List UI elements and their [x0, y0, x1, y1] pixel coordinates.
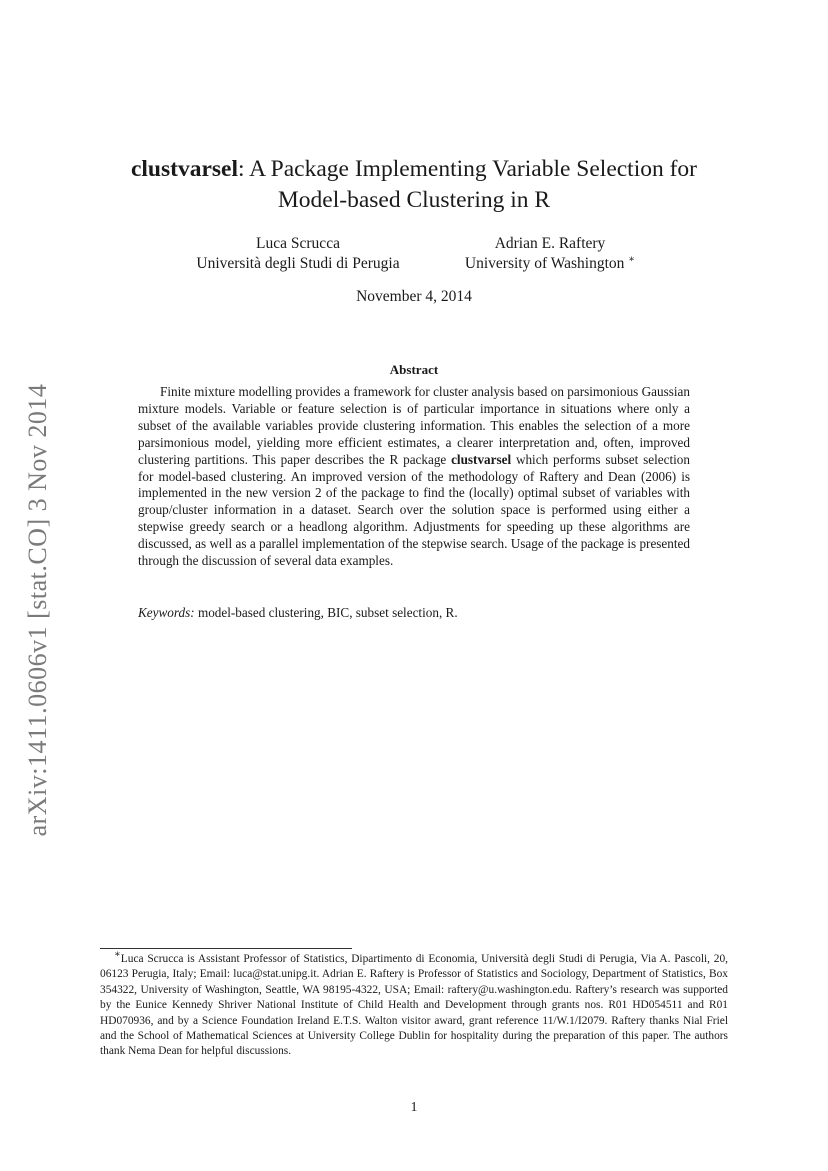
- footnote-mark: ∗: [114, 949, 121, 961]
- publication-date: November 4, 2014: [356, 288, 472, 305]
- keywords-label: Keywords:: [138, 605, 195, 620]
- arxiv-identifier: arXiv:1411.0606v1 [stat.CO] 3 Nov 2014: [23, 383, 52, 837]
- abstract-heading: Abstract: [389, 362, 439, 377]
- abstract-package-name: clustvarsel: [451, 451, 512, 467]
- title-line-2: Model-based Clustering in R: [277, 187, 551, 213]
- keywords: [138, 604, 690, 621]
- paper-title: [90, 154, 738, 216]
- abstract-text-2: which performs subset selection for model-based clustering. An improved version of the methodology of Raftery and Dean (2006) is implemented in the new version 2 of the package to find the (locally) optimal subset of variables with group/cluster information in a dataset. Search over the solution space is performed using either a stepwise greedy search or a headlong algorithm. Adjustments for speeding up these algorithms are discussed, as well as a parallel implementation of the stepwise search. Usage of the package is presented through the discussion of several data examples.: [138, 451, 690, 569]
- keywords-text: model-based clustering, BIC, subset selection, R.: [194, 605, 458, 620]
- author-affiliation: Università degli Studi di Perugia: [196, 255, 400, 272]
- footnote-marker: ∗: [628, 253, 636, 265]
- author-block-2: [430, 234, 670, 274]
- author-affiliation: University of Washington: [464, 255, 625, 272]
- page-number: 1: [410, 1100, 418, 1115]
- footnote-text: Luca Scrucca is Assistant Professor of Statistics, Dipartimento di Economia, Università degli Studi di Perugia, Via A. Pascoli, 20, 06123 Perugia, Italy; Email: luca@stat.unipg.it. Adrian E. Raftery is Professor of Statistics and Sociology, Department of Statistics, Box 354322, University of Washington, Seattle, WA 98195-4322, USA; Email: raftery@u.washington.edu. Raftery’s research was supported by the Eunice Kennedy Shriver National Institute of Child Health and Development through grants nos. R01 HD054511 and R01 HD070936, and by a Science Foundation Ireland E.T.S. Walton visitor award, grant reference 11/W.1/I2079. Raftery thanks Nial Friel and the School of Mathematical Sciences at University College Dublin for hospitality during the preparation of this paper. The authors thank Nema Dean for helpful discussions.: [100, 953, 728, 1058]
- footnote-rule: [100, 948, 352, 949]
- author-name: Adrian E. Raftery: [494, 235, 606, 252]
- title-line-1: [90, 154, 738, 185]
- author-affiliation-line: [430, 254, 670, 274]
- abstract-text-1: Finite mixture modelling provides a framework for cluster analysis based on parsimonious Gaussian mixture models. Variable or feature selection is of particular importance in situations where only a subset of the available variables provide clustering information. This enables the selection of a more parsimonious model, yielding more efficient estimates, a clearer interpretation and, often, improved clustering partitions. This paper describes the R package: [138, 384, 690, 467]
- footnote: [100, 949, 728, 1060]
- abstract-body: [138, 384, 690, 570]
- author-name: Luca Scrucca: [256, 235, 340, 252]
- author-block-1: [160, 234, 436, 274]
- title-line-1-text: : A Package Implementing Variable Selection for: [238, 156, 698, 182]
- title-package-name: clustvarsel: [130, 156, 239, 182]
